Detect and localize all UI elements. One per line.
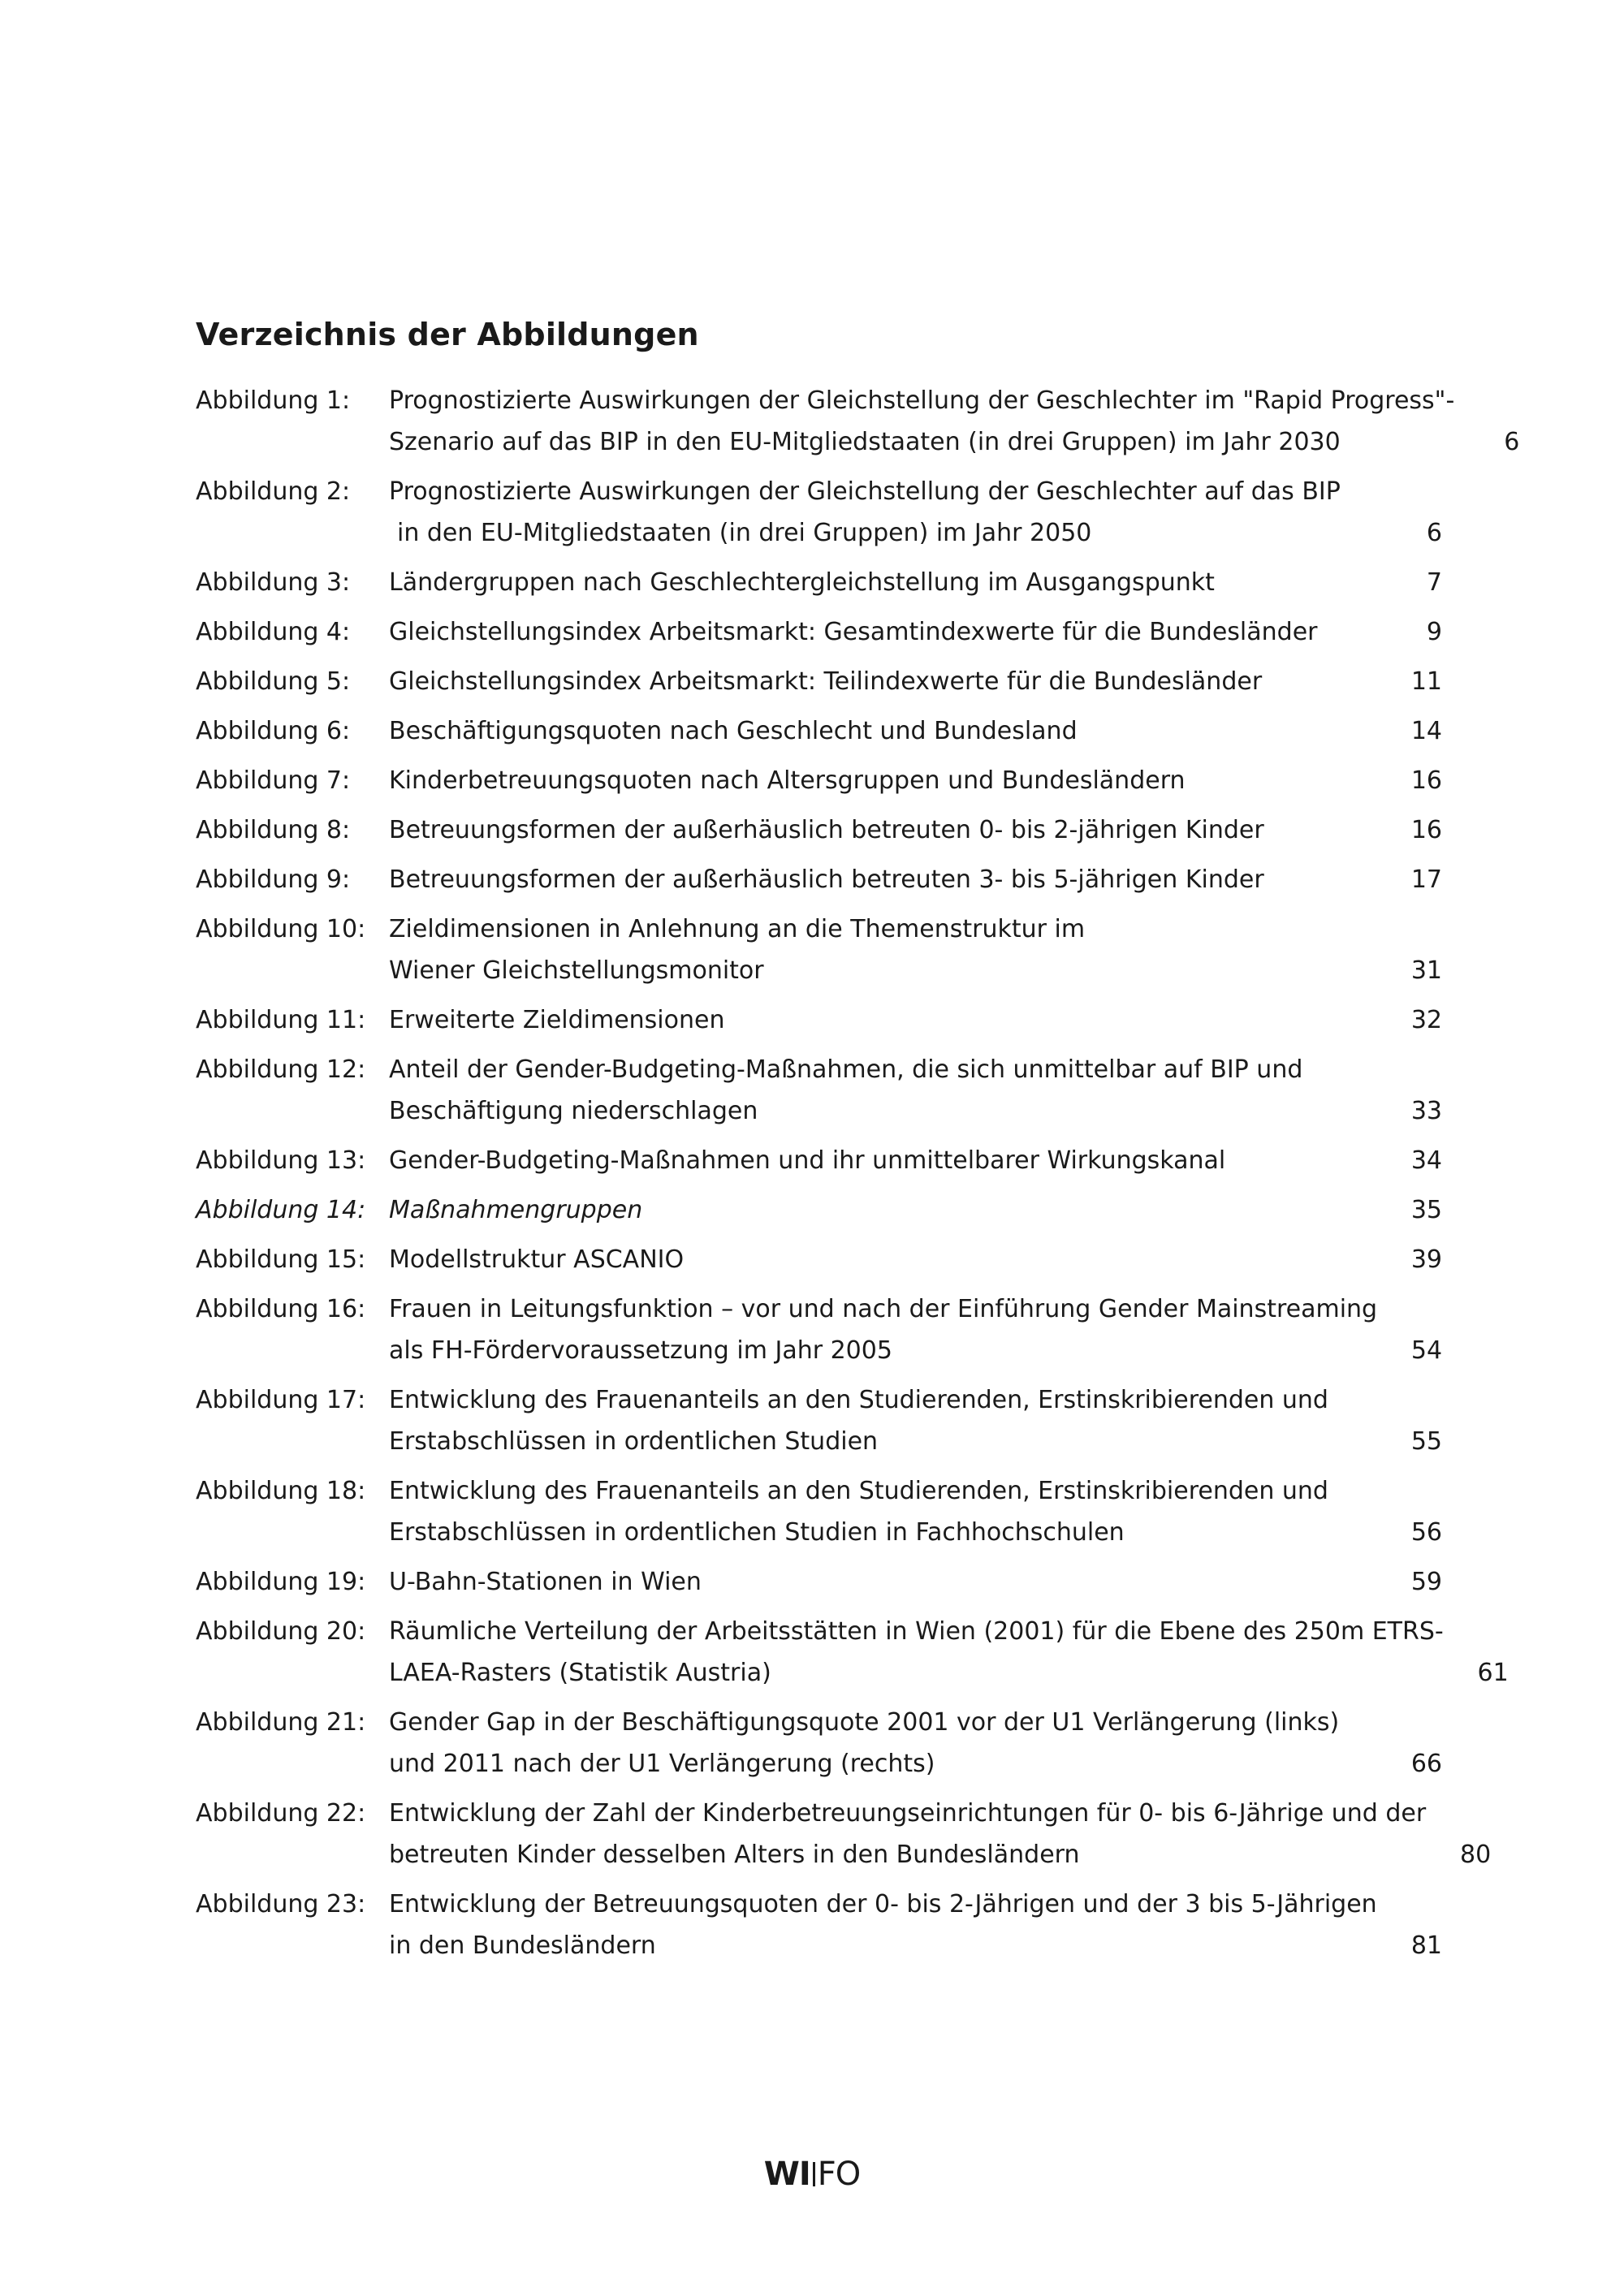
page-title: Verzeichnis der Abbildungen	[196, 317, 699, 352]
figure-page-number: 54	[1410, 1336, 1443, 1365]
figure-list	[196, 380, 1520, 1974]
figure-page-number: 31	[1410, 956, 1442, 985]
figure-title-line: Frauen in Leitungsfunktion – vor und nach der Einführung Gender Mainstreaming	[389, 1295, 1378, 1323]
figure-page-number: 34	[1410, 1146, 1442, 1175]
figure-page-number: 39	[1410, 1245, 1442, 1274]
figure-entry[interactable]	[196, 1561, 1442, 1603]
figure-entry[interactable]	[196, 471, 1442, 554]
figure-entry[interactable]	[196, 1049, 1442, 1132]
figure-title-line: Erstabschlüssen in ordentlichen Studien in Fachhochschulen	[389, 1518, 1125, 1547]
figure-title	[389, 380, 1471, 463]
figure-label: Abbildung 23:	[196, 1890, 366, 1918]
figure-title-line: Beschäftigung niederschlagen	[389, 1097, 758, 1125]
figure-title	[389, 1561, 1393, 1603]
figure-label: Abbildung 20:	[196, 1617, 366, 1646]
figure-title	[389, 760, 1393, 801]
figure-label: Abbildung 4:	[196, 618, 351, 646]
figure-entry[interactable]	[196, 1793, 1492, 1875]
logo-text-fo: FO	[817, 2156, 861, 2193]
figure-title-line: Gender-Budgeting-Maßnahmen und ihr unmittelbarer Wirkungskanal	[389, 1146, 1226, 1175]
figure-entry[interactable]	[196, 1140, 1442, 1181]
figure-label: Abbildung 17:	[196, 1386, 366, 1414]
figure-page-number: 6	[1504, 428, 1520, 456]
figure-title-line: LAEA-Rasters (Statistik Austria)	[389, 1659, 771, 1687]
figure-page-number: 16	[1410, 766, 1442, 795]
figure-title-line: und 2011 nach der U1 Verlängerung (rechts)	[389, 1750, 935, 1778]
figure-title-line: U-Bahn-Stationen in Wien	[389, 1568, 702, 1596]
figure-title	[389, 471, 1393, 554]
figure-entry[interactable]	[196, 1379, 1442, 1462]
figure-title-line: Betreuungsformen der außerhäuslich betreuten 0- bis 2-jährigen Kinder	[389, 816, 1264, 844]
figure-title-line: Gleichstellungsindex Arbeitsmarkt: Teilindexwerte für die Bundesländer	[389, 667, 1263, 696]
figure-page-number: 59	[1410, 1568, 1442, 1596]
figure-title-line: betreuten Kinder desselben Alters in den Bundesländern	[389, 1841, 1080, 1869]
figure-page-number: 61	[1477, 1659, 1509, 1687]
figure-title	[389, 1611, 1460, 1694]
figure-page-number: 81	[1410, 1931, 1442, 1960]
figure-label: Abbildung 19:	[196, 1568, 366, 1596]
figure-entry[interactable]	[196, 710, 1442, 752]
figure-page-number: 11	[1410, 667, 1442, 696]
figure-title-line: Betreuungsformen der außerhäuslich betreuten 3- bis 5-jährigen Kinder	[389, 865, 1264, 894]
figure-title-line: Gleichstellungsindex Arbeitsmarkt: Gesamtindexwerte für die Bundesländer	[389, 618, 1318, 646]
figure-title	[389, 1288, 1393, 1371]
figure-title-line: Zieldimensionen in Anlehnung an die Themenstruktur im	[389, 915, 1086, 943]
figure-page-number: 6	[1426, 519, 1442, 547]
figure-entry[interactable]	[196, 1884, 1442, 1966]
figure-title-line: Räumliche Verteilung der Arbeitsstätten in Wien (2001) für die Ebene des 250m ETRS-	[389, 1617, 1444, 1646]
figure-title-line: Entwicklung des Frauenanteils an den Studierenden, Erstinskribierenden und	[389, 1477, 1328, 1505]
figure-entry[interactable]	[196, 1189, 1442, 1231]
logo-text-wi: WI	[763, 2156, 810, 2193]
figure-entry[interactable]	[196, 1288, 1442, 1371]
figure-page-number: 33	[1410, 1097, 1442, 1125]
logo-divider	[813, 2162, 815, 2186]
figure-entry[interactable]	[196, 908, 1442, 991]
figure-title	[389, 1702, 1393, 1785]
figure-entry[interactable]	[196, 809, 1442, 851]
figure-title-line: Ländergruppen nach Geschlechtergleichstellung im Ausgangspunkt	[389, 568, 1215, 597]
figure-title	[389, 1470, 1393, 1553]
figure-label: Abbildung 8:	[196, 816, 351, 844]
figure-entry[interactable]	[196, 859, 1442, 900]
figure-label: Abbildung 7:	[196, 766, 351, 795]
figure-title-line: Beschäftigungsquoten nach Geschlecht und Bundesland	[389, 717, 1078, 745]
figure-page-number: 66	[1410, 1750, 1442, 1778]
figure-label: Abbildung 15:	[196, 1245, 366, 1274]
figure-page-number: 16	[1410, 816, 1442, 844]
figure-title	[389, 809, 1393, 851]
figure-title	[389, 1884, 1393, 1966]
figure-title	[389, 1049, 1393, 1132]
figure-page-number: 80	[1459, 1841, 1492, 1869]
figure-title-line: Modellstruktur ASCANIO	[389, 1245, 685, 1274]
figure-title	[389, 611, 1393, 653]
figure-label: Abbildung 12:	[196, 1055, 366, 1084]
figure-title-line: Erweiterte Zieldimensionen	[389, 1006, 725, 1034]
figure-label: Abbildung 22:	[196, 1799, 366, 1828]
figure-title-line: Wiener Gleichstellungsmonitor	[389, 956, 764, 985]
figure-title-line: Kinderbetreuungsquoten nach Altersgruppen und Bundesländern	[389, 766, 1186, 795]
figure-label: Abbildung 18:	[196, 1477, 366, 1505]
figure-page-number: 32	[1410, 1006, 1442, 1034]
figure-entry[interactable]	[196, 999, 1442, 1041]
figure-title	[389, 1793, 1442, 1875]
figure-entry[interactable]	[196, 1239, 1442, 1280]
figure-entry[interactable]	[196, 1702, 1442, 1785]
figure-title	[389, 710, 1393, 752]
wifo-logo	[0, 2156, 1624, 2193]
figure-title-line: Prognostizierte Auswirkungen der Gleichstellung der Geschlechter im "Rapid Progress"-	[389, 386, 1455, 415]
figure-page-number: 17	[1410, 865, 1442, 894]
figure-page-number: 14	[1410, 717, 1442, 745]
figure-page-number: 56	[1410, 1518, 1442, 1547]
figure-entry[interactable]	[196, 562, 1442, 603]
figure-label: Abbildung 11:	[196, 1006, 366, 1034]
figure-title-line: Anteil der Gender-Budgeting-Maßnahmen, die sich unmittelbar auf BIP und	[389, 1055, 1303, 1084]
figure-label: Abbildung 3:	[196, 568, 351, 597]
figure-label: Abbildung 16:	[196, 1295, 366, 1323]
figure-label: Abbildung 10:	[196, 915, 366, 943]
figure-title-line: Entwicklung des Frauenanteils an den Studierenden, Erstinskribierenden und	[389, 1386, 1328, 1414]
figure-title	[389, 999, 1393, 1041]
figure-entry[interactable]	[196, 380, 1520, 463]
figure-title-line: Gender Gap in der Beschäftigungsquote 2001 vor der U1 Verlängerung (links)	[389, 1708, 1340, 1737]
figure-title	[389, 908, 1393, 991]
figure-title-line: Prognostizierte Auswirkungen der Gleichstellung der Geschlechter auf das BIP	[389, 477, 1341, 506]
figure-title-line: Entwicklung der Betreuungsquoten der 0- bis 2-Jährigen und der 3 bis 5-Jährigen	[389, 1890, 1377, 1918]
figure-title-line: Maßnahmengruppen	[389, 1196, 643, 1224]
figure-label: Abbildung 9:	[196, 865, 351, 894]
figure-entry[interactable]	[196, 1611, 1509, 1694]
figure-title	[389, 1379, 1393, 1462]
figure-label: Abbildung 14:	[196, 1196, 366, 1224]
figure-title	[389, 1140, 1393, 1181]
figure-label: Abbildung 5:	[196, 667, 351, 696]
figure-title-line: Szenario auf das BIP in den EU-Mitgliedstaaten (in drei Gruppen) im Jahr 2030	[389, 428, 1341, 456]
figure-label: Abbildung 1:	[196, 386, 351, 415]
figure-title-line: Entwicklung der Zahl der Kinderbetreuungseinrichtungen für 0- bis 6-Jährige und der	[389, 1799, 1427, 1828]
figure-label: Abbildung 21:	[196, 1708, 366, 1737]
figure-label: Abbildung 2:	[196, 477, 351, 506]
figure-page-number: 55	[1410, 1427, 1442, 1456]
figure-title	[389, 1189, 1393, 1231]
figure-title-line: in den Bundesländern	[389, 1931, 656, 1960]
figure-page-number: 9	[1426, 618, 1442, 646]
figure-entry[interactable]	[196, 611, 1442, 653]
figure-label: Abbildung 13:	[196, 1146, 366, 1175]
figure-entry[interactable]	[196, 760, 1442, 801]
figure-title	[389, 562, 1393, 603]
figure-title-line: Erstabschlüssen in ordentlichen Studien	[389, 1427, 879, 1456]
figure-title-line: in den EU-Mitgliedstaaten (in drei Gruppen) im Jahr 2050	[397, 519, 1092, 547]
figure-page-number: 7	[1426, 568, 1442, 597]
figure-title	[389, 1239, 1393, 1280]
figure-page-number: 35	[1410, 1196, 1442, 1224]
figure-title	[389, 859, 1393, 900]
figure-entry[interactable]	[196, 1470, 1442, 1553]
figure-title-line: als FH-Fördervoraussetzung im Jahr 2005	[389, 1336, 892, 1365]
figure-label: Abbildung 6:	[196, 717, 351, 745]
figure-entry[interactable]	[196, 661, 1442, 702]
figure-title	[389, 661, 1393, 702]
